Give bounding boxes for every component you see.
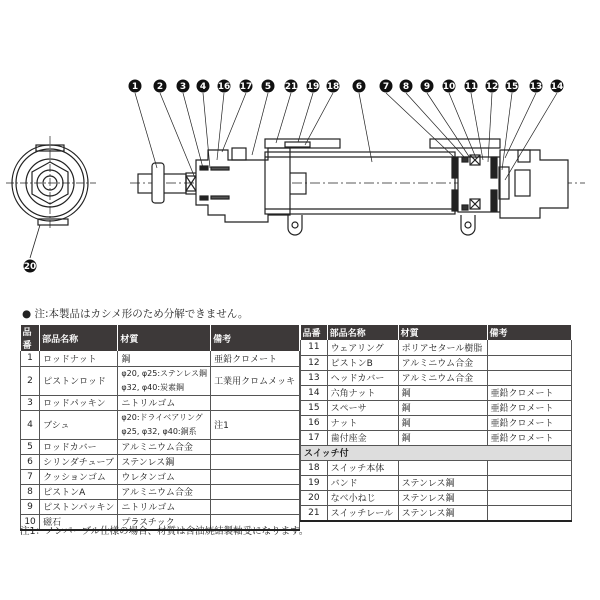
part-material: [398, 460, 487, 475]
callout-marker: [551, 80, 564, 93]
part-material: アルミニウム合金: [398, 355, 487, 370]
table-row: [21, 484, 300, 499]
material-line: ステンレス鋼: [121, 458, 175, 468]
switch-section-label: スイッチ付: [301, 445, 572, 460]
part-remarks: [211, 395, 300, 410]
material-line: φ32, φ40:炭素鋼: [121, 382, 185, 392]
callout-number: 15: [505, 82, 519, 93]
part-remarks: [211, 499, 300, 514]
part-number: 17: [301, 430, 328, 445]
callout-number: 9: [423, 82, 431, 93]
part-material: [118, 395, 211, 410]
table-row: [301, 355, 572, 370]
end-view: [6, 136, 96, 258]
callout-marker: [506, 80, 519, 93]
header-remarks: 備考: [487, 325, 571, 340]
callout-marker: [353, 80, 366, 93]
callout-marker: [177, 80, 190, 93]
parts-table-left: [20, 325, 300, 531]
part-name: 歯付座金: [327, 430, 398, 445]
table-header: [301, 325, 572, 340]
part-name: ロッドナット: [40, 351, 118, 366]
header-material: 材質: [118, 325, 211, 351]
part-name: ピストンパッキン: [40, 499, 118, 514]
table-row: [21, 454, 300, 469]
part-name: ピストンロッド: [40, 366, 118, 395]
material-line: ニトリルゴム: [121, 503, 176, 513]
callout-marker: [443, 80, 456, 93]
callout-marker: [197, 80, 210, 93]
part-material: [118, 499, 211, 514]
table-row: [301, 400, 572, 415]
switch-section-row: [301, 445, 572, 460]
part-remarks: [487, 475, 571, 490]
part-number: 15: [301, 400, 328, 415]
part-remarks: [211, 439, 300, 454]
part-remarks: 工業用クロムメッキ: [211, 366, 300, 395]
callout-marker: [262, 80, 275, 93]
table-row: [21, 469, 300, 484]
callout-number: 10: [442, 82, 456, 93]
table-row: [21, 366, 300, 395]
part-material: 鋼: [398, 400, 487, 415]
part-remarks: [487, 370, 571, 385]
part-remarks: 亜鉛クロメート: [487, 430, 571, 445]
part-remarks: 亜鉛クロメート: [487, 415, 571, 430]
material-line: ウレタンゴム: [121, 473, 175, 483]
material-line: φ25, φ32, φ40:銅系: [121, 426, 197, 436]
part-name: ウェアリング: [327, 340, 398, 355]
part-material: 鋼: [398, 385, 487, 400]
part-remarks: 注1: [211, 410, 300, 439]
callout-number: 4: [199, 82, 207, 93]
callout-number: 8: [402, 82, 410, 93]
callout-number: 16: [217, 82, 231, 93]
part-material: ポリアセタール樹脂: [398, 340, 487, 355]
callout-marker: [327, 80, 340, 93]
callout-number: 7: [382, 82, 390, 93]
part-number: 14: [301, 385, 328, 400]
table-row: [301, 385, 572, 400]
part-remarks: [487, 460, 571, 475]
callout-marker: [486, 80, 499, 93]
callout-marker: [421, 80, 434, 93]
callout-number: 21: [284, 82, 298, 93]
material-line: アルミニウム合金: [121, 443, 193, 453]
callout-marker: [24, 260, 37, 273]
part-remarks: [487, 505, 571, 521]
table-row: [301, 340, 572, 355]
part-material: 鋼: [398, 415, 487, 430]
part-number: 9: [21, 499, 40, 514]
side-section: [130, 139, 585, 235]
table-row: [301, 415, 572, 430]
table-row: [21, 410, 300, 439]
part-number: 8: [21, 484, 40, 499]
part-remarks: [211, 469, 300, 484]
callout-number: 2: [156, 82, 164, 93]
part-number: 18: [301, 460, 328, 475]
callout-number: 18: [326, 82, 340, 93]
part-number: 7: [21, 469, 40, 484]
part-remarks: [211, 484, 300, 499]
part-number: 13: [301, 370, 328, 385]
part-number: 12: [301, 355, 328, 370]
part-number: 16: [301, 415, 328, 430]
part-name: ヘッドカバー: [327, 370, 398, 385]
callout-marker: [307, 80, 320, 93]
material-line: プラスチック: [121, 518, 175, 528]
part-name: 磁石: [40, 514, 118, 530]
callout-number: 19: [306, 82, 320, 93]
callout-number: 17: [239, 82, 253, 93]
part-name: ナット: [327, 415, 398, 430]
callout-marker: [400, 80, 413, 93]
callout-number: 3: [179, 82, 187, 93]
part-material: [118, 454, 211, 469]
part-name: クッションゴム: [40, 469, 118, 484]
callout-number: 1: [131, 82, 139, 93]
table-row: [21, 395, 300, 410]
callout-number: 13: [529, 82, 543, 93]
header-no: 品番: [21, 325, 40, 351]
callout-marker: [380, 80, 393, 93]
header-name: 部品名称: [327, 325, 398, 340]
material-line: ニトリルゴム: [121, 399, 176, 409]
material-line: アルミニウム合金: [121, 488, 193, 498]
part-number: 2: [21, 366, 40, 395]
material-line: φ20, φ25:ステンレス鋼: [121, 368, 208, 378]
part-material: ステンレス鋼: [398, 505, 487, 521]
part-name: スペーサ: [327, 400, 398, 415]
part-remarks: [487, 355, 571, 370]
part-remarks: 亜鉛クロメート: [211, 351, 300, 366]
part-number: 6: [21, 454, 40, 469]
table-row: [21, 439, 300, 454]
callout-number: 14: [550, 82, 564, 93]
part-number: 5: [21, 439, 40, 454]
part-number: 4: [21, 410, 40, 439]
header-material: 材質: [398, 325, 487, 340]
callout-marker: [240, 80, 253, 93]
header-name: 部品名称: [40, 325, 118, 351]
part-remarks: 亜鉛クロメート: [487, 400, 571, 415]
part-name: ブシュ: [40, 410, 118, 439]
part-remarks: [487, 490, 571, 505]
part-material: [118, 439, 211, 454]
part-material: 鋼: [398, 430, 487, 445]
part-number: 19: [301, 475, 328, 490]
part-name: なべ小ねじ: [327, 490, 398, 505]
part-material: アルミニウム合金: [398, 370, 487, 385]
part-number: 21: [301, 505, 328, 521]
part-number: 11: [301, 340, 328, 355]
part-number: 1: [21, 351, 40, 366]
part-name: ピストンA: [40, 484, 118, 499]
part-name: バンド: [327, 475, 398, 490]
part-remarks: 亜鉛クロメート: [487, 385, 571, 400]
part-material: [118, 366, 211, 395]
footnote: 注1：ノンパーブル仕様の場合、材質は含油焼結製軸受になります。: [20, 526, 309, 537]
part-material: [118, 469, 211, 484]
table-row: [301, 430, 572, 445]
callout-number: 6: [355, 82, 363, 93]
material-line: 鋼: [121, 354, 131, 365]
part-material: [118, 484, 211, 499]
part-number: 10: [21, 514, 40, 530]
callout-marker: [129, 80, 142, 93]
callout-marker: [285, 80, 298, 93]
callout-marker: [154, 80, 167, 93]
table-header: [21, 325, 300, 351]
header-remarks: 備考: [211, 325, 300, 351]
callout-number: 5: [264, 82, 272, 93]
parts-table-right: [300, 325, 572, 522]
callout-marker: [218, 80, 231, 93]
part-name: スイッチ本体: [327, 460, 398, 475]
callout-marker: [530, 80, 543, 93]
part-remarks: [211, 454, 300, 469]
part-material: [118, 410, 211, 439]
part-name: ロッドパッキン: [40, 395, 118, 410]
callout-marker: [465, 80, 478, 93]
table-row: [301, 370, 572, 385]
part-number: 3: [21, 395, 40, 410]
table-row: [301, 460, 572, 475]
callout-number: 20: [23, 262, 37, 273]
part-name: 六角ナット: [327, 385, 398, 400]
table-row: [301, 475, 572, 490]
table-row: [21, 351, 300, 366]
table-row: [301, 490, 572, 505]
callout-number: 11: [464, 82, 478, 93]
part-name: ピストンB: [327, 355, 398, 370]
table-row: [301, 505, 572, 521]
material-line: φ20:ドライベアリング: [121, 412, 203, 422]
disassembly-note: ● 注:本製品はカシメ形のため分解できません。: [22, 308, 249, 320]
part-material: ステンレス鋼: [398, 490, 487, 505]
part-name: シリンダチューブ: [40, 454, 118, 469]
part-number: 20: [301, 490, 328, 505]
part-name: ロッドカバー: [40, 439, 118, 454]
table-row: [21, 499, 300, 514]
part-material: [118, 351, 211, 366]
part-remarks: [487, 340, 571, 355]
header-no: 品番: [301, 325, 328, 340]
part-name: スイッチレール: [327, 505, 398, 521]
part-material: ステンレス鋼: [398, 475, 487, 490]
callout-number: 12: [485, 82, 499, 93]
